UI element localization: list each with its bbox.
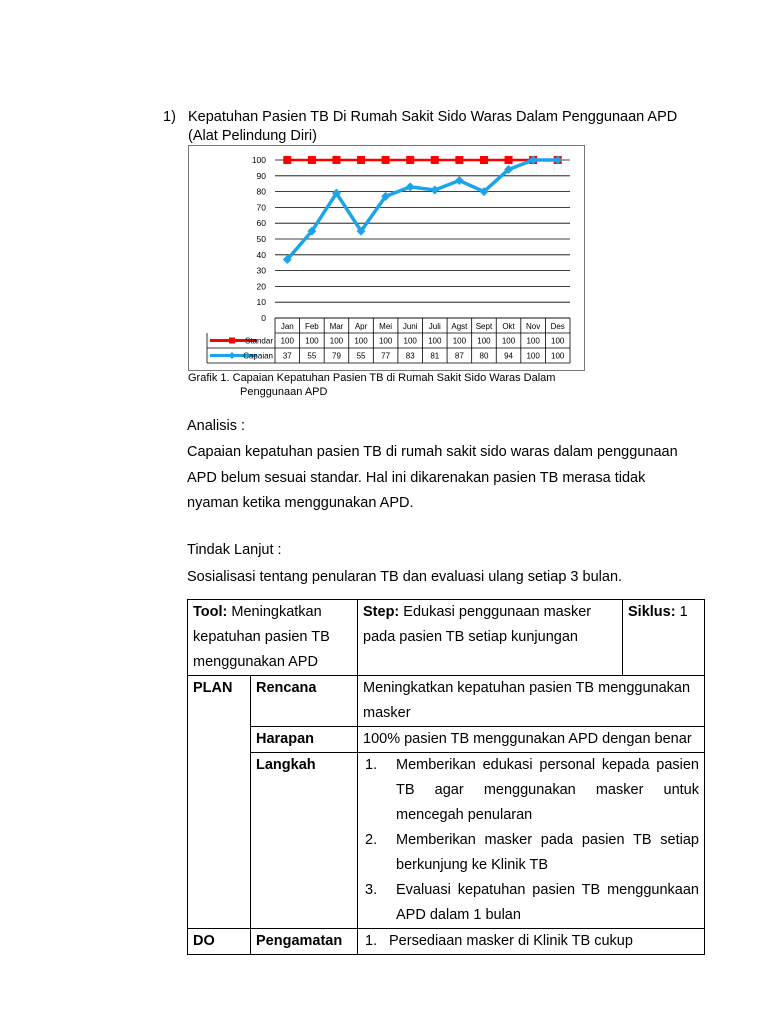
do-label: DO	[193, 933, 215, 949]
caption-line-1: Grafik 1. Capaian Kepatuhan Pasien TB di Rumah Sakit Sido Waras Dalam	[188, 372, 556, 384]
x-tick-label: Juni	[402, 322, 418, 331]
list-item: 1. Memberikan edukasi personal kepada pasien TB agar menggunakan masker untuk mencegah penularan	[365, 757, 699, 823]
data-point-capaian	[406, 182, 415, 191]
langkah-list	[363, 753, 699, 928]
plan-label: PLAN	[193, 680, 233, 696]
list-item: 2. Memberikan masker pada pasien TB setiap berkunjung ke Klinik TB	[365, 832, 699, 873]
data-point-standar	[308, 156, 316, 164]
x-tick-label: Des	[550, 322, 565, 331]
list-item: 3. Evaluasi kepatuhan pasien TB menggunkaan APD dalam 1 bulan	[365, 882, 699, 923]
rencana-label: Rencana	[256, 680, 317, 696]
siklus-value: 1	[679, 604, 688, 620]
rencana-text-cell: Meningkatkan kepatuhan pasien TB menggunakan masker	[358, 676, 705, 727]
rencana-label-cell	[251, 676, 358, 727]
data-label: 100	[428, 336, 442, 346]
x-tick-label: Okt	[502, 322, 515, 331]
pengamatan-list-cell	[358, 929, 705, 955]
y-tick-label: 50	[256, 234, 266, 244]
data-label: 100	[280, 336, 294, 346]
legend-label: Capaian	[243, 351, 273, 361]
series-line-capaian	[287, 160, 557, 260]
x-tick-label: Nov	[526, 322, 541, 331]
data-point-standar	[480, 156, 488, 164]
siklus-cell	[623, 600, 705, 676]
harapan-label-cell	[251, 727, 358, 753]
data-label: 100	[403, 336, 417, 346]
data-label: 79	[332, 351, 341, 361]
tool-text: Meningkatkan kepatuhan pasien TB menggunakan APD	[193, 604, 330, 670]
data-point-standar	[406, 156, 414, 164]
data-label: 94	[504, 351, 513, 361]
data-point-capaian	[430, 186, 439, 195]
langkah-label: Langkah	[256, 757, 316, 773]
table-row	[188, 753, 705, 929]
x-tick-label: Mei	[379, 322, 393, 331]
section-title: Kepatuhan Pasien TB Di Rumah Sakit Sido Waras Dalam Penggunaan APD (Alat Pelindung Diri)	[188, 109, 678, 144]
y-tick-label: 70	[256, 202, 266, 213]
y-tick-label: 20	[256, 281, 266, 292]
data-label: 100	[354, 336, 368, 346]
tool-cell	[188, 600, 358, 676]
pdca-table	[187, 599, 705, 955]
step-cell	[358, 600, 623, 676]
x-tick-label: Sept	[475, 322, 493, 331]
data-label: 87	[454, 351, 464, 361]
harapan-text-cell: 100% pasien TB menggunakan APD dengan benar	[358, 727, 705, 753]
section-number: 1)	[163, 109, 176, 125]
data-label: 100	[551, 351, 565, 361]
x-tick-label: Jan	[280, 322, 294, 331]
data-label: 77	[381, 351, 391, 361]
langkah-label-cell	[251, 753, 358, 929]
x-tick-label: Feb	[304, 322, 319, 331]
pengamatan-list	[363, 929, 699, 954]
data-label: 80	[479, 351, 489, 361]
do-cell	[188, 929, 251, 955]
data-point-standar	[382, 156, 390, 164]
y-tick-label: 90	[256, 170, 266, 181]
legend-key-marker	[229, 352, 236, 359]
compliance-chart	[188, 145, 585, 371]
table-row	[188, 727, 705, 753]
data-label: 100	[526, 351, 540, 361]
y-tick-label: 60	[256, 218, 266, 229]
data-point-standar	[505, 156, 513, 164]
data-label: 100	[551, 336, 565, 346]
data-point-standar	[455, 156, 463, 164]
data-label: 100	[378, 336, 393, 346]
pengamatan-label: Pengamatan	[256, 933, 343, 949]
y-tick-label: 100	[251, 155, 266, 165]
tindak-lanjut-label: Tindak Lanjut :	[187, 542, 282, 558]
pengamatan-label-cell	[251, 929, 358, 955]
legend-label: Standar	[244, 336, 273, 346]
data-label: 100	[305, 336, 319, 346]
harapan-label: Harapan	[256, 731, 315, 747]
data-point-standar	[332, 156, 340, 164]
data-label: 100	[477, 336, 491, 346]
data-label: 100	[452, 336, 467, 346]
data-label: 55	[307, 351, 317, 361]
y-tick-label: 30	[256, 265, 266, 276]
chart-canvas	[189, 146, 584, 370]
y-tick-label: 10	[256, 297, 266, 308]
data-label: 83	[405, 351, 415, 361]
y-tick-label: 0	[261, 313, 266, 323]
data-label: 55	[356, 351, 366, 361]
x-tick-label: Juli	[428, 322, 441, 331]
table-header-row	[188, 600, 705, 676]
data-label: 37	[282, 351, 292, 361]
list-item: 1. Persediaan masker di Klinik TB cukup	[365, 933, 633, 949]
data-label: 81	[430, 351, 440, 361]
siklus-label: Siklus:	[628, 604, 676, 620]
data-label: 100	[501, 336, 516, 346]
y-tick-label: 40	[256, 249, 266, 260]
data-point-standar	[283, 156, 291, 164]
data-point-standar	[431, 156, 439, 164]
analisis-paragraph: Capaian kepatuhan pasien TB di rumah sakit sido waras dalam penggunaan APD belum sesuai standar. Hal ini dikarenakan pasien TB merasa tidak nyaman ketika menggunakan APD.	[187, 444, 678, 511]
tindak-lanjut-paragraph: Sosialisasi tentang penularan TB dan evaluasi ulang setiap 3 bulan.	[187, 569, 623, 585]
data-label: 100	[526, 336, 540, 346]
analisis-label: Analisis :	[187, 418, 246, 434]
step-text: Edukasi penggunaan masker pada pasien TB setiap kunjungan	[363, 604, 592, 645]
caption-line-2: Penggunaan APD	[240, 386, 328, 398]
tool-label: Tool:	[193, 604, 228, 620]
legend-key-marker	[229, 338, 235, 344]
x-tick-label: Mar	[329, 322, 344, 331]
table-row	[188, 929, 705, 955]
x-tick-label: Apr	[354, 322, 368, 331]
x-tick-label: Agst	[451, 322, 468, 331]
data-point-standar	[357, 156, 365, 164]
step-label: Step:	[363, 604, 400, 620]
plan-cell	[188, 676, 251, 929]
y-tick-label: 80	[256, 186, 266, 197]
langkah-list-cell	[358, 753, 705, 929]
table-row	[188, 676, 705, 727]
data-label: 100	[329, 336, 344, 346]
chart-caption	[188, 371, 608, 399]
